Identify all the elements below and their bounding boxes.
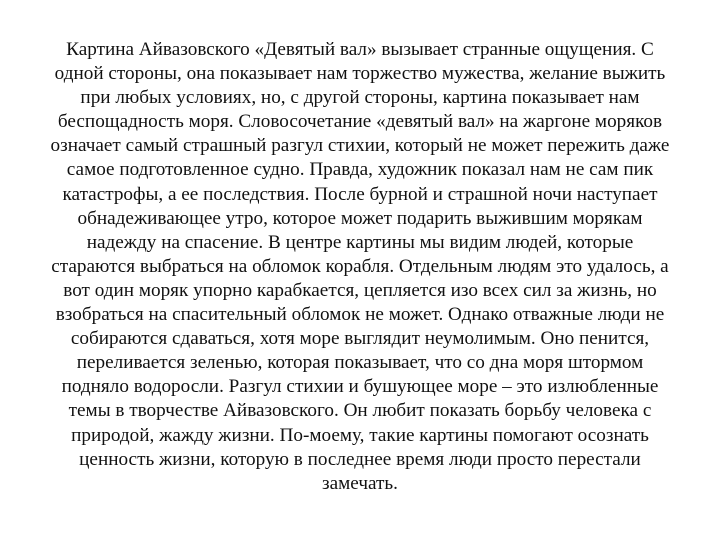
- text-line: замечать.: [322, 472, 398, 494]
- text-line: при любых условиях, но, с другой стороны, картина показывает нам: [80, 87, 640, 109]
- text-line: одной стороны, она показывает нам торжество мужества, желание выжить: [54, 63, 666, 85]
- text-line: ценность жизни, которую в последнее время люди просто перестали: [79, 448, 641, 470]
- text-line: взобраться на спасительный обломок не может. Однако отважные люди не: [55, 304, 665, 326]
- text-line: обнадеживающее утро, которое может подарить выжившим морякам: [77, 207, 643, 229]
- text-line: вот один моряк упорно карабкается, цепляется изо всех сил за жизнь, но: [63, 279, 657, 301]
- text-line: надежду на спасение. В центре картины мы видим людей, которые: [86, 231, 634, 253]
- text-line: природой, жажду жизни. По-моему, такие картины помогают осознать: [71, 424, 649, 446]
- text-line: подняло водоросли. Разгул стихии и бушующее море – это излюбленные: [61, 376, 659, 398]
- text-line: беспощадность моря. Словосочетание «девятый вал» на жаргоне моряков: [57, 111, 663, 133]
- text-line: собираются сдаваться, хотя море выглядит неумолимым. Оно пенится,: [70, 328, 650, 350]
- text-line: катастрофы, а ее последствия. После бурной и страшной ночи наступает: [62, 183, 658, 205]
- text-line: Картина Айвазовского «Девятый вал» вызывает странные ощущения. С: [66, 39, 654, 60]
- essay-paragraph: [20, 38, 700, 496]
- text-line: темы в творчестве Айвазовского. Он любит показать борьбу человека с: [68, 400, 652, 422]
- text-line: стараются выбраться на обломок корабля. Отдельным людям это удалось, а: [51, 255, 669, 277]
- text-line: переливается зеленью, которая показывает, что со дна моря штормом: [76, 352, 644, 374]
- text-line: означает самый страшный разгул стихии, который не может пережить даже: [50, 135, 670, 157]
- text-line: самое подготовленное судно. Правда, художник показал нам не сам пик: [66, 159, 654, 181]
